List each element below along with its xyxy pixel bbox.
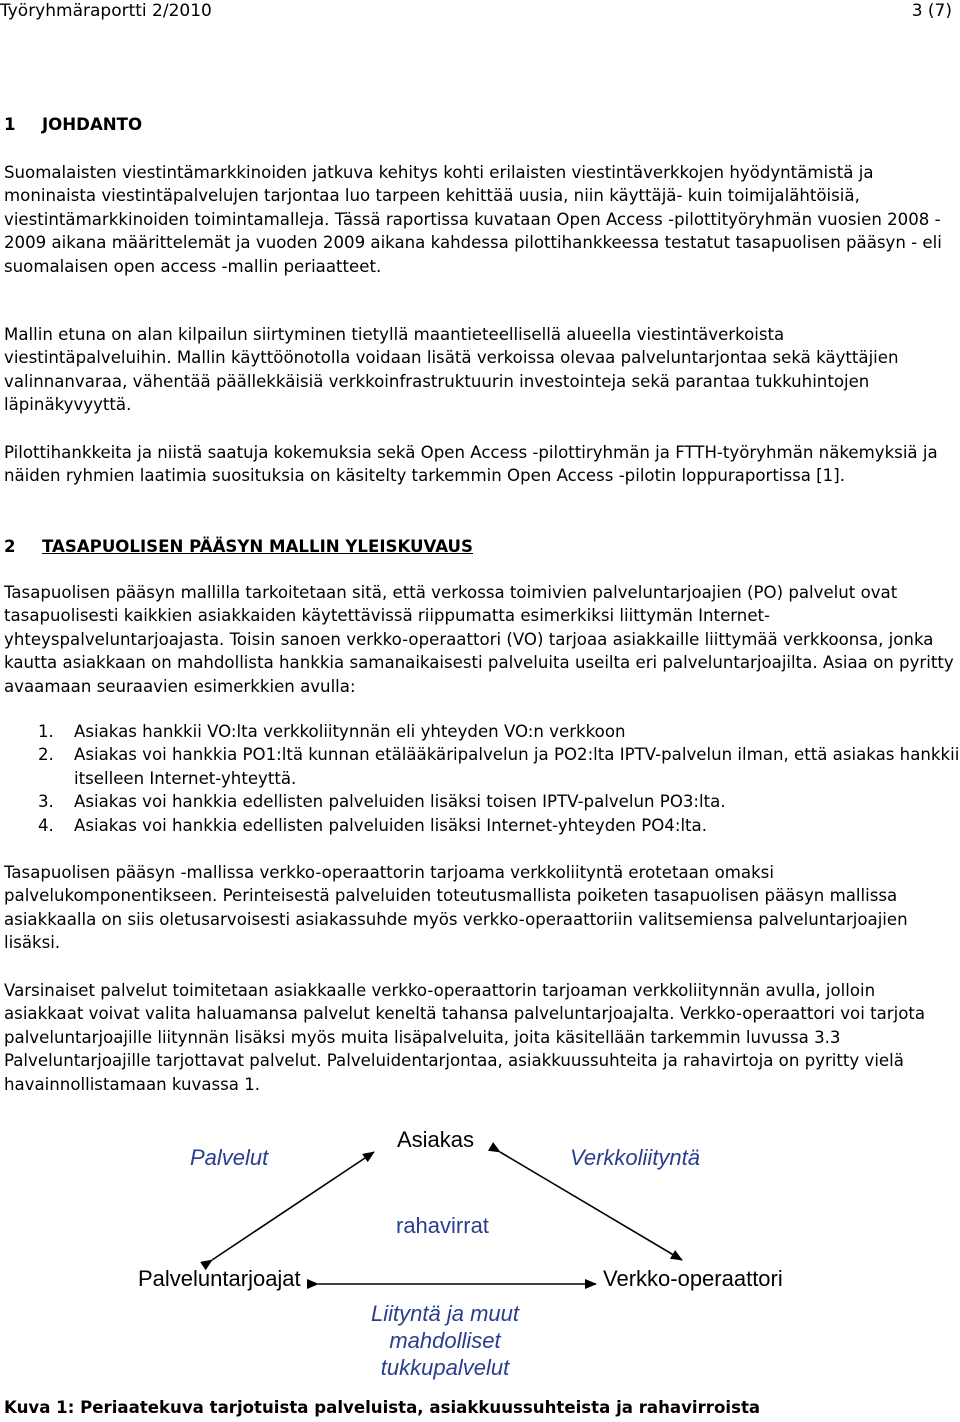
list-item-number: 3. [38, 792, 54, 812]
edge-label-wholesale-line-3: tukkupalvelut [380, 1355, 510, 1380]
section-2-heading [4, 536, 473, 558]
example-list [0, 720, 960, 837]
section-2-number: 2 [4, 537, 16, 556]
page-number: 3 (7) [911, 1, 952, 21]
list-item [0, 720, 960, 743]
list-item-text: Asiakas voi hankkia edellisten palveluiden lisäksi Internet-yhteyden PO4:lta. [74, 815, 708, 835]
edge-label-wholesale-line-1: Liityntä ja muut [371, 1301, 519, 1326]
list-item-text: Asiakas voi hankkia PO1:ltä kunnan etälääkäripalvelun ja PO2:lta IPTV-palvelun ilman, että asiakas hankkii itselleen Internet-yhteyttä. [74, 745, 960, 788]
figure-1-caption: Kuva 1: Periaatekuva tarjotuista palveluista, asiakkuussuhteista ja rahavirroista [4, 1398, 761, 1417]
section-2-title: TASAPUOLISEN PÄÄSYN MALLIN YLEISKUVAUS [42, 537, 473, 556]
edge-label-access: Verkkoliityntä [570, 1145, 701, 1170]
section-1-number: 1 [4, 115, 16, 134]
node-customer: Asiakas [397, 1127, 475, 1152]
section-1-paragraph-1: Suomalaisten viestintämarkkinoiden jatkuva kehitys kohti erilaisten viestintäverkkojen hyödyntämistä ja moninaista viestintäpalvelujen tarjontaa luo tarpeen kehittää uusia, niin käyttäjä- kuin toimijalähtöisiä, viestintämarkkinoiden toimintamalleja. Tässä raportissa kuvataan Open Access -pilottityöryhmän vuosien 2008 - 2009 aikana määrittelemät ja vuoden 2009 aikana kahdessa pilottihankkeessa testatut tasapuolisen pääsyn - eli suomalaisen open access -mallin periaatteet. [4, 163, 942, 276]
section-2-paragraph-2: Tasapuolisen pääsyn -mallissa verkko-operaattorin tarjoama verkkoliityntä erotetaan omaksi palvelukomponentikseen. Perinteisestä palveluiden toteutusmallista poiketen tasapuolisen pääsyn mallissa asiakkaalla on siis oletusarvoisesti asiakassuhde myös verkko-operaattoriin valitsemiensa palveluntarjoajien lisäksi. [4, 863, 908, 953]
section-1-title: JOHDANTO [42, 115, 143, 134]
section-2-paragraph-3: Varsinaiset palvelut toimitetaan asiakkaalle verkko-operaattorin tarjoaman verkkoliitynnän avulla, jolloin asiakkaat voivat valita haluamansa palvelut keneltä tahansa palveluntarjoajalta. Verkko-operaattori voi tarjota palveluntarjoajille liitynnän lisäksi myös muita lisäpalveluita, joita käsitellään tarkemmin luvussa 3.3 Palveluntarjoajille tarjottavat palvelut. Palveluidentarjontaa, asiakkuussuhteita ja rahavirtoja on pyritty vielä havainnollistamaan kuvassa 1. [4, 981, 926, 1094]
section-1-paragraph-3: Pilottihankkeita ja niistä saatuja kokemuksia sekä Open Access -pilottiryhmän ja FTTH-työryhmän näkemyksiä ja näiden ryhmien laatimia suosituksia on käsitelty tarkemmin Open Access -pilotin loppuraportissa [1]. [4, 443, 938, 486]
edge-label-cashflows: rahavirrat [396, 1213, 489, 1238]
section-1-paragraph-2: Mallin etuna on alan kilpailun siirtyminen tietyllä maantieteellisellä alueella viestintäverkoista viestintäpalveluihin. Mallin käyttöönotolla voidaan lisätä verkoissa olevaa palveluntarjontaa sekä käyttäjien valinnanvaraa, vähentää päällekkäisiä verkkoinfrastruktuurin investointeja sekä parantaa tukkuhintojen läpinäkyvyyttä. [4, 325, 899, 415]
figure-1-diagram [0, 1108, 960, 1398]
node-provider: Palveluntarjoajat [138, 1266, 301, 1291]
section-1-heading [4, 114, 142, 136]
list-item-text: Asiakas hankkii VO:lta verkkoliitynnän eli yhteyden VO:n verkkoon [74, 722, 626, 741]
list-item-text: Asiakas voi hankkia edellisten palveluiden lisäksi toisen IPTV-palvelun PO3:lta. [74, 792, 726, 812]
list-item [0, 743, 960, 790]
list-item [0, 814, 960, 837]
list-item-number: 2. [38, 745, 54, 765]
edge-label-wholesale-line-2: mahdolliset [389, 1328, 501, 1353]
list-item-number: 4. [38, 815, 54, 835]
section-2-intro: Tasapuolisen pääsyn mallilla tarkoitetaan sitä, että verkossa toimivien palveluntarjoajien (PO) palvelut ovat tasapuolisesti kaikkien asiakkaiden käytettävissä riippumatta esimerkiksi liittymän Internet-yhteyspalveluntarjoajasta. Toisin sanoen verkko-operaattori (VO) tarjoaa asiakkaille liittymää verkkoonsa, jonka kautta asiakkaan on mahdollista hankkia samanaikaisesti palveluita useilta eri palveluntarjoajilta. Asiaa on pyritty avaamaan seuraavien esimerkkien avulla: [4, 583, 954, 696]
list-item-number: 1. [38, 722, 54, 741]
list-item [0, 790, 960, 813]
document-header-title: Työryhmäraportti 2/2010 [0, 1, 212, 21]
edge-label-services: Palvelut [190, 1145, 269, 1170]
node-operator: Verkko-operaattori [603, 1266, 783, 1291]
